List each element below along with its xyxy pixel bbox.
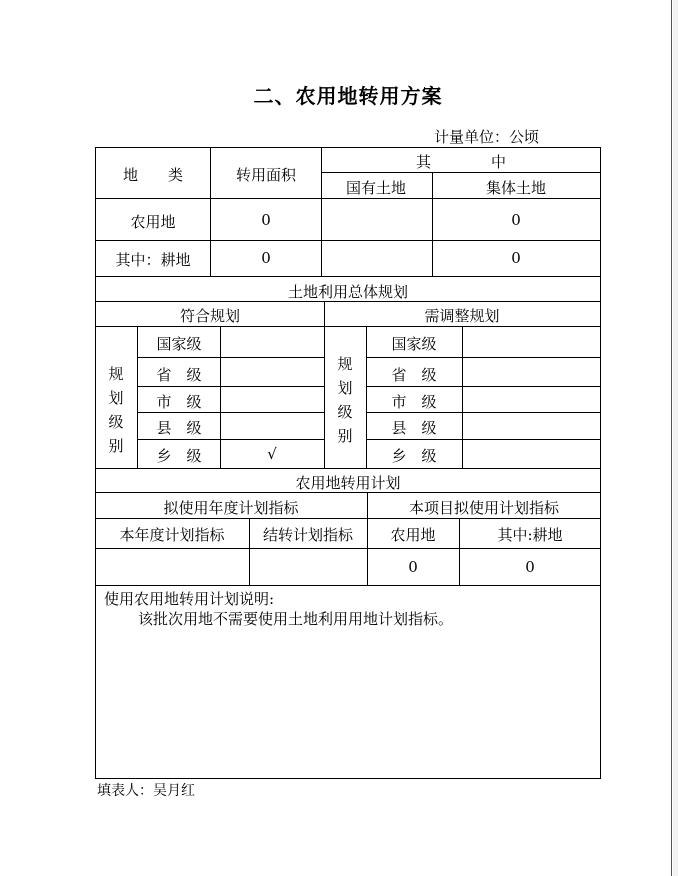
row-cultivated-collective: 0 (511, 249, 521, 267)
col-cultivated: 其中:耕地 (497, 526, 563, 544)
row-farmland-area: 0 (261, 211, 271, 229)
conforming-plan-header: 符合规划 (179, 307, 241, 325)
adjusting-plan-header: 需调整规划 (424, 307, 500, 325)
plan-level-char: 级 (108, 413, 124, 431)
value-farmland: 0 (408, 558, 418, 576)
filler-label: 填表人： (97, 783, 153, 799)
row-farmland-collective: 0 (511, 211, 521, 229)
header-state-land: 国有土地 (345, 179, 407, 197)
row-farmland-label: 农用地 (130, 213, 176, 231)
col-farmland: 农用地 (390, 526, 436, 544)
row-cultivated-area: 0 (261, 249, 271, 267)
adjusting-level-city: 市 级 (391, 393, 437, 411)
filler-name: 吴月红 (153, 783, 195, 799)
plan-level-label-left (108, 362, 124, 458)
document-title: 二、农用地转用方案 (253, 84, 443, 108)
filler-line (97, 780, 195, 800)
plan-level-char: 划 (108, 389, 124, 407)
col-carryover-indicator: 结转计划指标 (262, 526, 354, 544)
plan-level-label-right (337, 352, 353, 448)
value-cultivated: 0 (525, 558, 535, 576)
conforming-mark-township: √ (267, 445, 277, 463)
plan-level-char: 划 (337, 379, 353, 397)
header-converted-area: 转用面积 (235, 166, 297, 184)
project-indicator-header: 本项目拟使用计划指标 (408, 499, 560, 517)
adjusting-level-province: 省 级 (391, 366, 437, 384)
overall-plan-title: 土地利用总体规划 (287, 283, 409, 301)
adjusting-level-township: 乡 级 (391, 447, 437, 465)
measurement-unit: 计量单位：公顷 (434, 128, 540, 146)
row-cultivated-label: 其中：耕地 (115, 251, 191, 269)
conforming-level-county: 县 级 (156, 419, 202, 437)
conforming-level-township: 乡 级 (156, 447, 202, 465)
header-land-type: 地 类 (122, 166, 184, 184)
plan-level-char: 规 (337, 355, 353, 373)
explanation-label: 使用农用地转用计划说明: (104, 590, 275, 608)
plan-level-char: 级 (337, 403, 353, 421)
annual-indicator-header: 拟使用年度计划指标 (163, 499, 299, 517)
plan-level-char: 别 (108, 437, 124, 455)
header-of-which: 其 中 (415, 153, 507, 171)
conforming-level-city: 市 级 (156, 393, 202, 411)
conversion-plan-title: 农用地转用计划 (295, 474, 401, 492)
col-annual-indicator: 本年度计划指标 (119, 526, 225, 544)
header-collective-land: 集体土地 (485, 179, 547, 197)
conforming-level-national: 国家级 (156, 335, 202, 353)
explanation-text: 该批次用地不需要使用土地利用用地计划指标。 (138, 610, 454, 628)
conforming-level-province: 省 级 (156, 366, 202, 384)
plan-level-char: 别 (337, 427, 353, 445)
adjusting-level-national: 国家级 (391, 335, 437, 353)
adjusting-level-county: 县 级 (391, 419, 437, 437)
plan-level-char: 规 (108, 365, 124, 383)
